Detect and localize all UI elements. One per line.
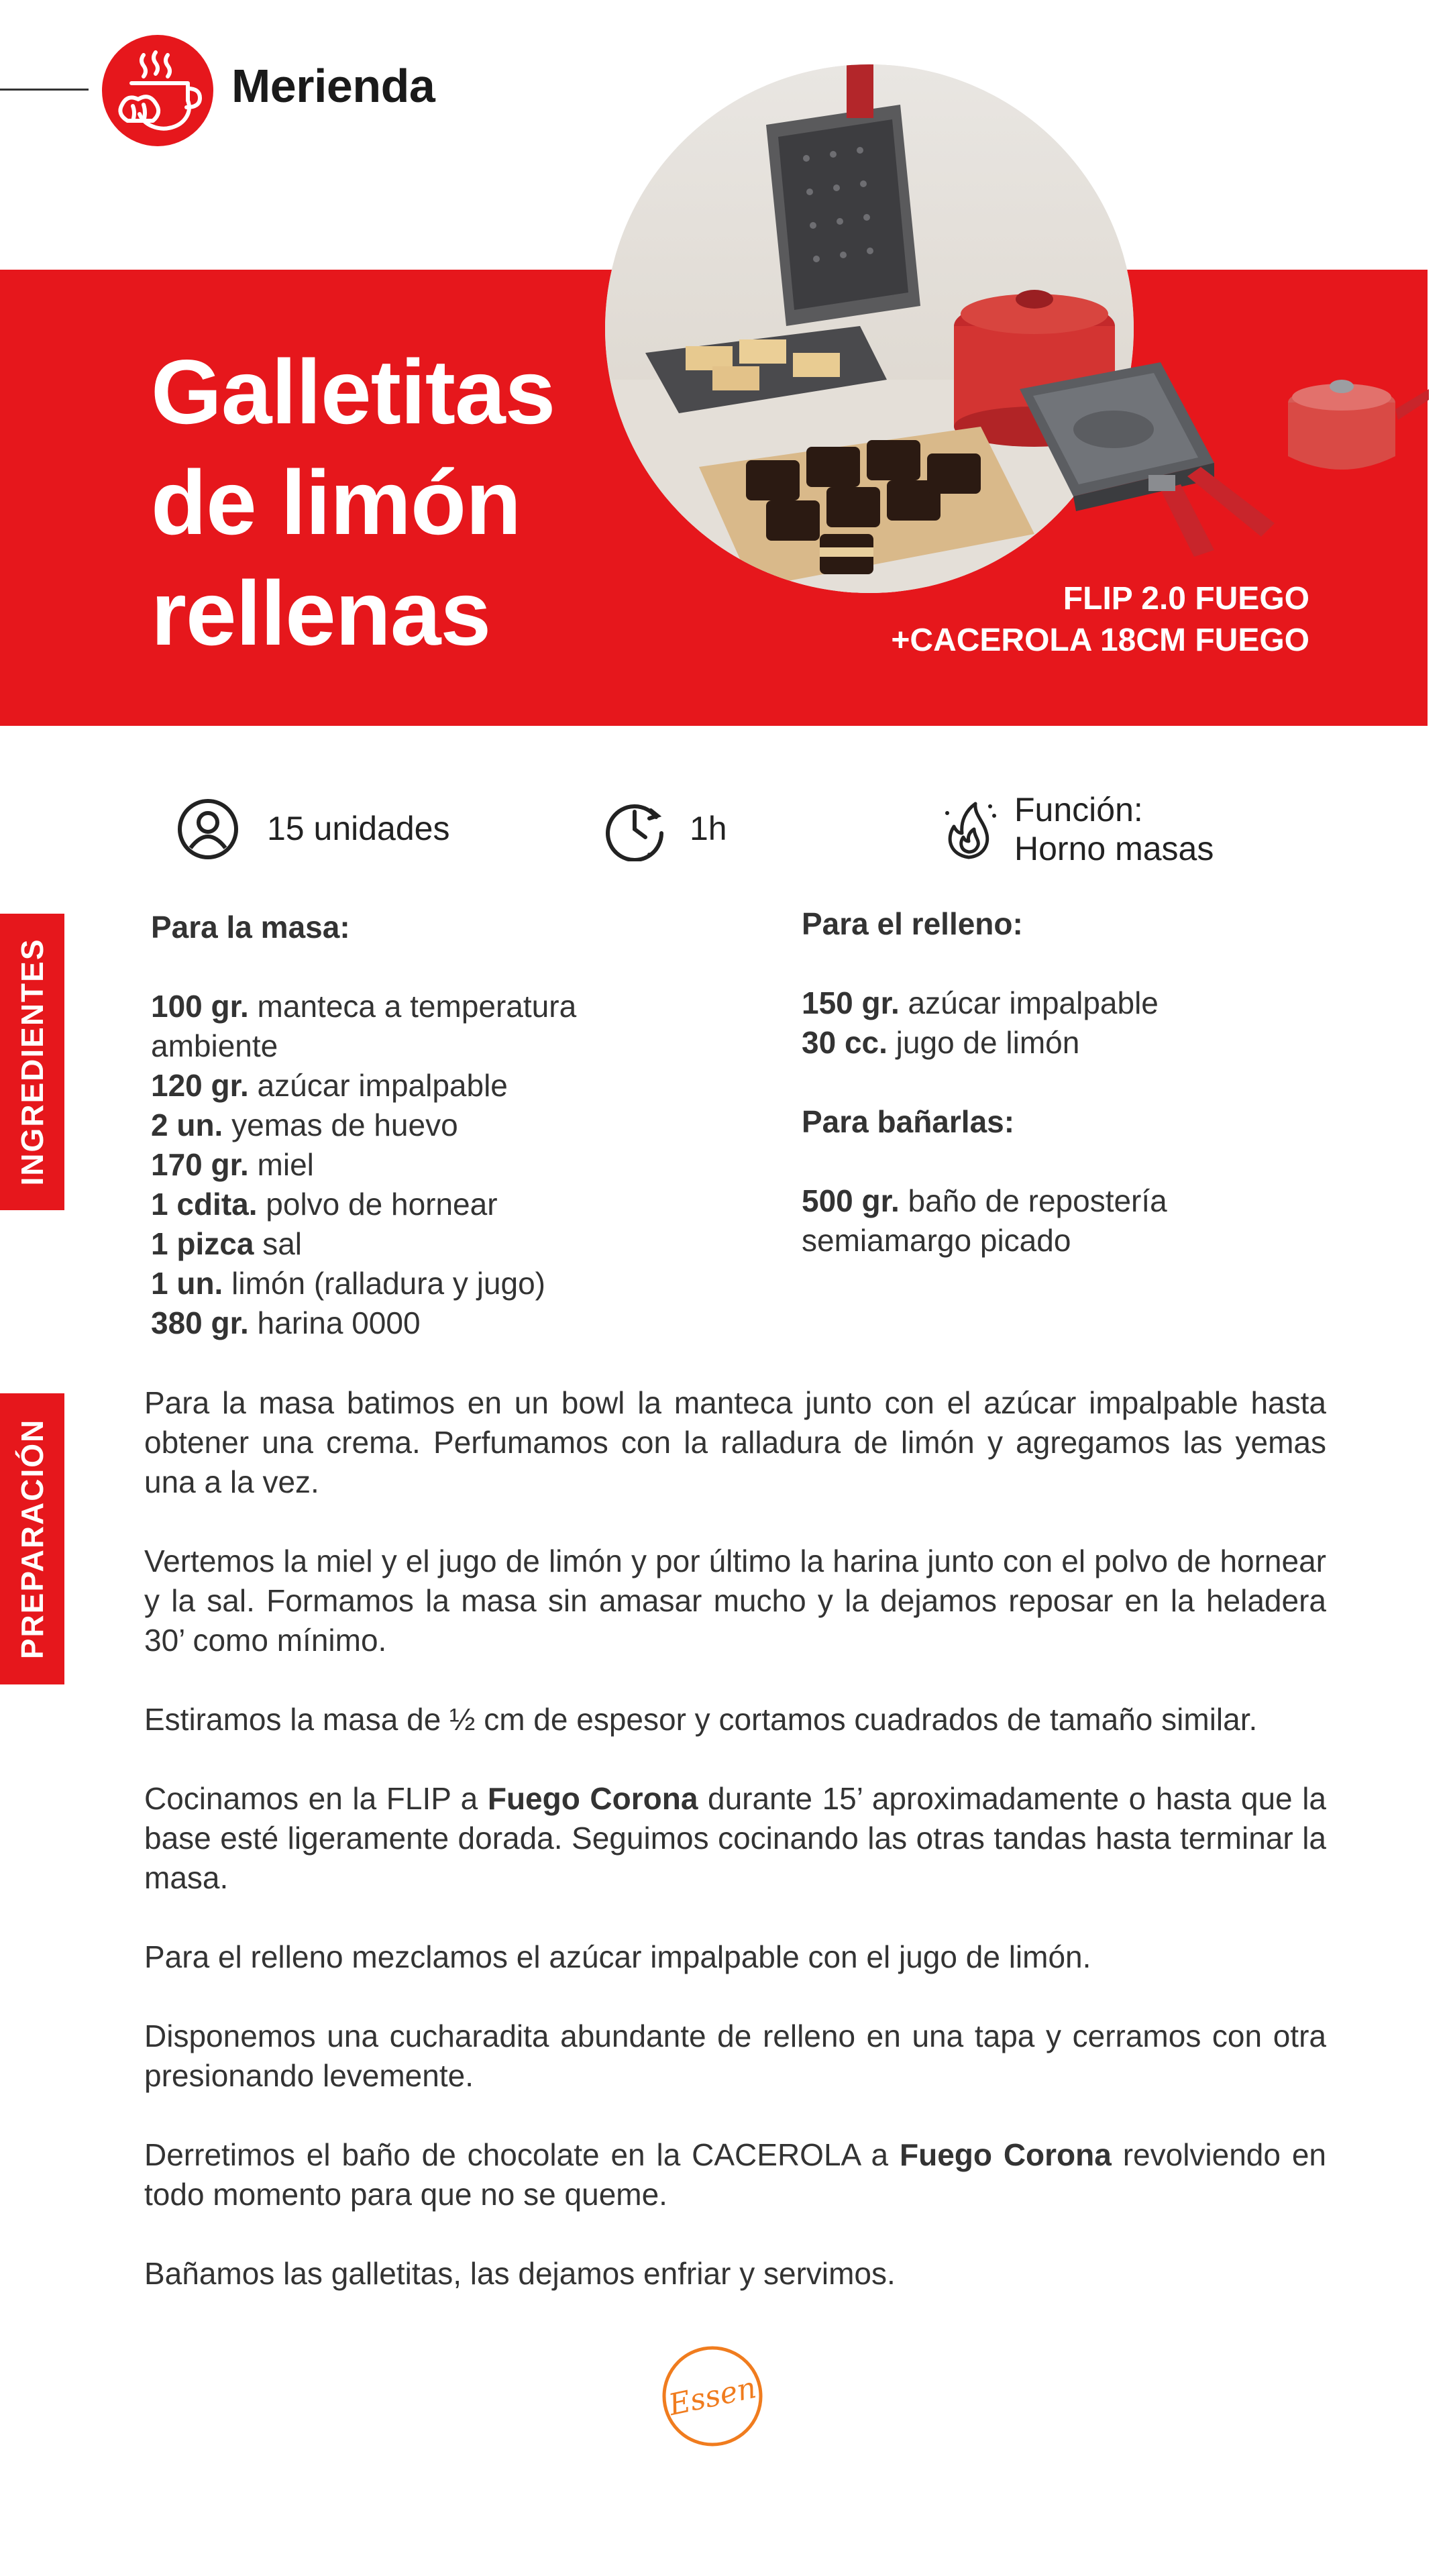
list-item: 380 gr. harina 0000 — [151, 1305, 421, 1340]
list-item: 150 gr. azúcar impalpable — [802, 985, 1159, 1020]
recipe-title-line-3: rellenas — [151, 562, 491, 664]
product-line-1: FLIP 2.0 FUEGO — [1063, 581, 1309, 616]
yield-text: 15 unidades — [267, 810, 450, 847]
list-item: 120 gr. azúcar impalpable — [151, 1068, 508, 1103]
user-icon — [176, 797, 240, 861]
recipe-title — [151, 337, 621, 669]
header-rule — [0, 89, 89, 91]
preparation-tab-label: PREPARACIÓN — [15, 1418, 50, 1660]
masa-heading: Para la masa: — [151, 910, 350, 945]
list-item: ambiente — [151, 1028, 278, 1063]
category-label: Merienda — [231, 60, 435, 112]
banio-heading: Para bañarlas: — [802, 1104, 1015, 1139]
ingredients-tab — [0, 914, 64, 1210]
list-item: 1 pizca sal — [151, 1226, 303, 1261]
prep-step-6: Disponemos una cucharadita abundante de relleno en una tapa y cerramos con otra presionando levemente. — [144, 2019, 1326, 2093]
list-item: 500 gr. baño de repostería — [802, 1183, 1167, 1218]
product-line-2: +CACEROLA 18CM FUEGO — [891, 623, 1309, 658]
prep-step-7: Derretimos el baño de chocolate en la CACEROLA a Fuego Corona revolviendo en todo momento para que no se queme. — [144, 2137, 1326, 2212]
product-names — [891, 578, 1309, 661]
time-text: 1h — [690, 810, 727, 847]
list-item: 2 un. yemas de huevo — [151, 1108, 458, 1142]
fire-icon — [936, 797, 1001, 861]
preparation-text — [144, 1383, 1326, 2333]
list-item: 100 gr. manteca a temperatura — [151, 989, 577, 1024]
prep-step-5: Para el relleno mezclamos el azúcar impalpable con el jugo de limón. — [144, 1939, 1091, 1974]
list-item: semiamargo picado — [802, 1223, 1071, 1258]
function-label: Función: — [1014, 791, 1143, 828]
function-text — [1014, 790, 1214, 868]
relleno-heading: Para el relleno: — [802, 906, 1023, 941]
recipe-title-line-1: Galletitas — [151, 341, 555, 443]
products-image — [993, 335, 1429, 577]
prep-step-2: Vertemos la miel y el jugo de limón y por último la harina junto con el polvo de hornear y la sal. Formamos la masa sin amasar mucho y la dejamos reposar en la heladera 30’ como mínimo. — [144, 1544, 1326, 1658]
ingredients-masa — [151, 908, 701, 1343]
ingredients-tab-label: INGREDIENTES — [15, 938, 50, 1186]
prep-step-4: Cocinamos en la FLIP a Fuego Corona durante 15’ aproximadamente o hasta que la base esté ligeramente dorada. Seguimos cocinando las otras tandas hasta terminar la masa. — [144, 1781, 1326, 1895]
list-item: 30 cc. jugo de limón — [802, 1025, 1080, 1060]
prep-step-8: Bañamos las galletitas, las dejamos enfriar y servimos. — [144, 2256, 896, 2291]
svg-text:Essen: Essen — [665, 2370, 759, 2423]
function-value: Horno masas — [1014, 830, 1214, 867]
prep-step-3: Estiramos la masa de ½ cm de espesor y cortamos cuadrados de tamaño similar. — [144, 1702, 1258, 1737]
list-item: 1 un. limón (ralladura y jugo) — [151, 1266, 545, 1301]
prep-step-1: Para la masa batimos en un bowl la manteca junto con el azúcar impalpable hasta obtener una crema. Perfumamos con la ralladura de limón y agregamos las yemas una a la vez. — [144, 1385, 1326, 1499]
essen-logo — [661, 2345, 764, 2448]
clock-icon — [602, 797, 667, 861]
ingredients-relleno-banio — [802, 904, 1352, 1260]
list-item: 170 gr. miel — [151, 1147, 314, 1182]
preparation-tab — [0, 1393, 64, 1684]
list-item: 1 cdita. polvo de hornear — [151, 1187, 498, 1222]
recipe-title-line-2: de limón — [151, 451, 521, 553]
coffee-cup-icon — [102, 35, 213, 146]
